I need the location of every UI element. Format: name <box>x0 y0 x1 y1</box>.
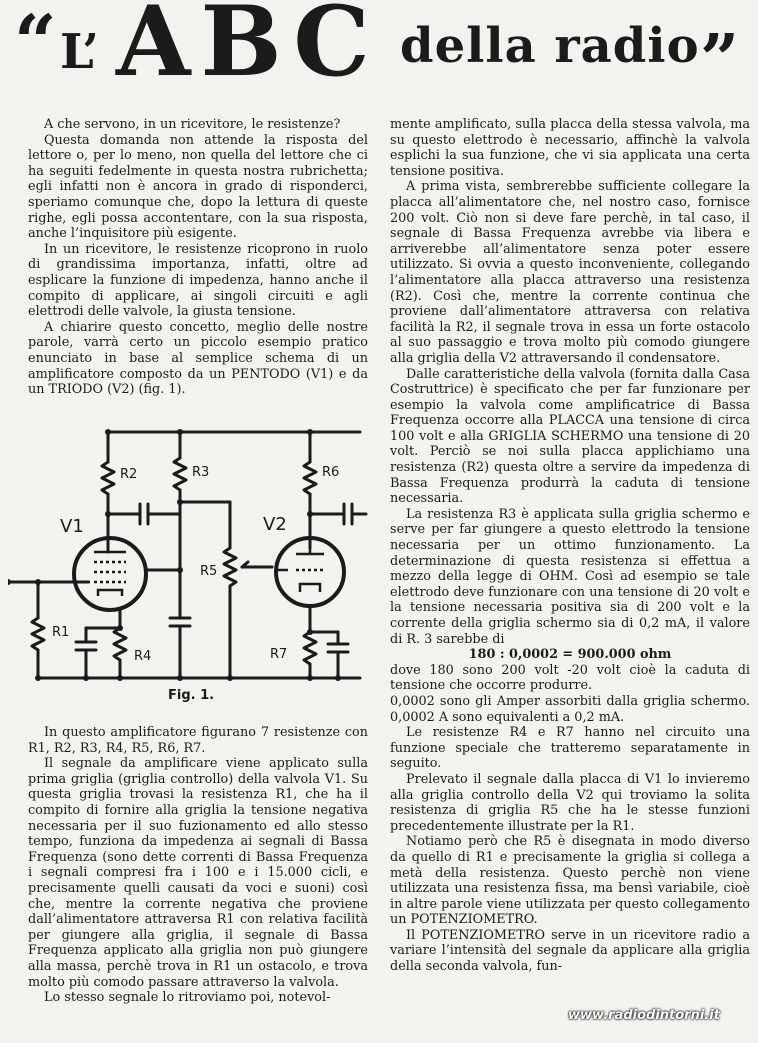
header-open-quote: “ <box>14 0 53 86</box>
paragraph: Il segnale da amplificare viene applicato sulla prima griglia (griglia controllo) della valvola V1. Su questa griglia trovasi la resistenza R1, che ha il compito di fornire alla griglia la tensione negativa necessaria per il suo fuzionamento ed allo stesso tempo, funziona da impedenza ai segnali di Bassa Frequenza (sono dette correnti di Bassa Frequenza i segnali compresi fra i 100 e i 15.000 cicli, e precisamente quelli causati da voci e suoni) così che, mentre la corrente negativa che proviene dall’alimentatore attraversa R1 con relativa facilità per giungere alla griglia, il segnale di Bassa Frequenza applicato alla griglia non può giungere alla massa, perchè trova in R1 un ostacolo, e trova molto più comodo passare attraverso la valvola. <box>28 756 368 990</box>
paragraph: Dalle caratteristiche della valvola (fornita dalla Casa Costruttrice) è specificato che per far funzionare per esempio la valvola come amplificatrice di Bassa Frequenza occorre alla PLACCA una tensione di circa 100 volt e alla GRIGLIA SCHERMO una tensione di 20 volt. Perciò se noi sulla placca applichiamo una resistenza (R2) questa oltre a servire da impedenza di Bassa Frequenza produrrà la caduta di tensione necessaria. <box>390 366 750 507</box>
paragraph: Lo stesso segnale lo ritroviamo poi, notevol- <box>44 990 331 1006</box>
paragraph: Le resistenze R4 e R7 hanno nel circuito una funzione speciale che tratteremo separatamente in seguito. <box>390 725 750 772</box>
label-r1: R1 <box>52 625 70 640</box>
paragraph: mente amplificato, sulla placca della stessa valvola, ma su questo elettrodo è necessario, affinchè la valvola esplichi la sua funzione, che vi sia applicata una certa tensione positiva. <box>390 117 750 179</box>
formula: 180 : 0,0002 = 900.000 ohm <box>468 647 672 663</box>
label-r6: R6 <box>322 465 340 480</box>
article-header <box>0 0 758 110</box>
label-v2: V2 <box>263 514 287 535</box>
paragraph: A che servono, in un ricevitore, le resistenze? <box>44 117 341 132</box>
label-r2: R2 <box>120 467 138 482</box>
left-column-top <box>28 117 368 398</box>
paragraph: La resistenza R3 è applicata sulla griglia schermo e serve per far giungere a questo elettrodo la tensione necessaria per un ottimo funzionamento. La determinazione di questa resistenza si effettua a mezzo della legge di OHM. Così ad esempio se tale elettrodo deve funzionare con una tensione di 20 volt e la tensione necessaria positiva sia di 200 volt e la corrente della griglia schermo sia di 0,2 mA, il valore di R. 3 sarebbe di <box>390 506 750 647</box>
figure-caption: Fig. 1. <box>168 688 215 703</box>
header-l-prefix: L’ <box>60 24 99 80</box>
paragraph: Prelevato il segnale dalla placca di V1 lo invieremo alla griglia controllo della V2 qui troviamo la solita resistenza di griglia R5 che ha le stesse funzioni precedentemente illustrate per la R1. <box>390 771 750 834</box>
label-r5: R5 <box>200 564 218 579</box>
header-close-quote: ” <box>700 20 736 100</box>
paragraph: Questa domanda non attende la risposta del lettore o, per lo meno, non quella del lettore che ci ha seguiti fedelmente in questa nostra rubrichetta; egli infatti non è ancora in grado di risponderci, speriamo comunque che, dopo la lettura di queste righe, egli possa accontentare, con la sua risposta, anche l’inquisitore più esigente. <box>28 132 368 242</box>
paragraph: In un ricevitore, le resistenze ricoprono in ruolo di grandissima importanza, infatti, oltre ad esplicare la funzione di impedenza, hanno anche il compito di applicare, ai singoli circuiti e agli elettrodi delle valvole, la giusta tensione. <box>28 241 368 320</box>
paragraph: A chiarire questo concetto, meglio delle nostre parole, varrà certo un piccolo esempio pratico enunciato in base al semplice schema di un amplificatore composto da un PENTODO (V1) e da un TRIODO (V2) (fig. 1). <box>28 319 368 398</box>
paragraph: In questo amplificatore figurano 7 resistenze con R1, R2, R3, R4, R5, R6, R7. <box>28 725 368 756</box>
paragraph: A prima vista, sembrerebbe sufficiente collegare la placca all’alimentatore che, nel nostro caso, fornisce 200 volt. Ciò non si deve fare perchè, in tal caso, il segnale di Bassa Frequenza avrebbe via libera e arriverebbe all’alimentatore senza poter essere utilizzato. Si ovvia a questo inconveniente, collegando l’alimentatore alla placca attraverso una resistenza (R2). Così che, mentre la corrente continua che proviene dall’alimentatore attraversa con relativa facilità la R2, il segnale trova in essa un forte ostacolo al suo passaggio e trova molto più comodo giungere alla griglia della V2 attraversando il condensatore. <box>390 179 750 366</box>
watermark: www.radiodintorni.it <box>568 1008 720 1023</box>
label-r7: R7 <box>270 647 288 662</box>
right-column <box>390 117 750 975</box>
label-v1: V1 <box>60 516 84 537</box>
paragraph: 0,0002 sono gli Amper assorbiti dalla griglia schermo. 0,0002 A sono equivalenti a 0,2 mA. <box>390 693 750 725</box>
circuit-diagram <box>8 420 368 710</box>
paragraph: Notiamo però che R5 è disegnata in modo diverso da quello di R1 e precisamente la griglia si collega a metà della resistenza. Questo perchè non viene utilizzata una resistenza fissa, ma bensì variabile, cioè in altre parole viene utilizzata per questo collegamento un POTENZIOMETRO. <box>390 834 750 928</box>
circuit-figure <box>8 420 368 710</box>
paragraph: dove 180 sono 200 volt -20 volt cioè la caduta di tensione che occorre produrre. <box>390 662 750 694</box>
label-r4: R4 <box>134 649 152 664</box>
header-title-rest: della radio <box>400 18 700 74</box>
paragraph: Il POTENZIOMETRO serve in un ricevitore radio a variare l’intensità del segnale da applicare alla griglia della seconda valvola, fun- <box>390 927 750 975</box>
left-column-bottom <box>28 725 368 1006</box>
header-abc: ABC <box>116 0 380 98</box>
label-r3: R3 <box>192 465 210 480</box>
